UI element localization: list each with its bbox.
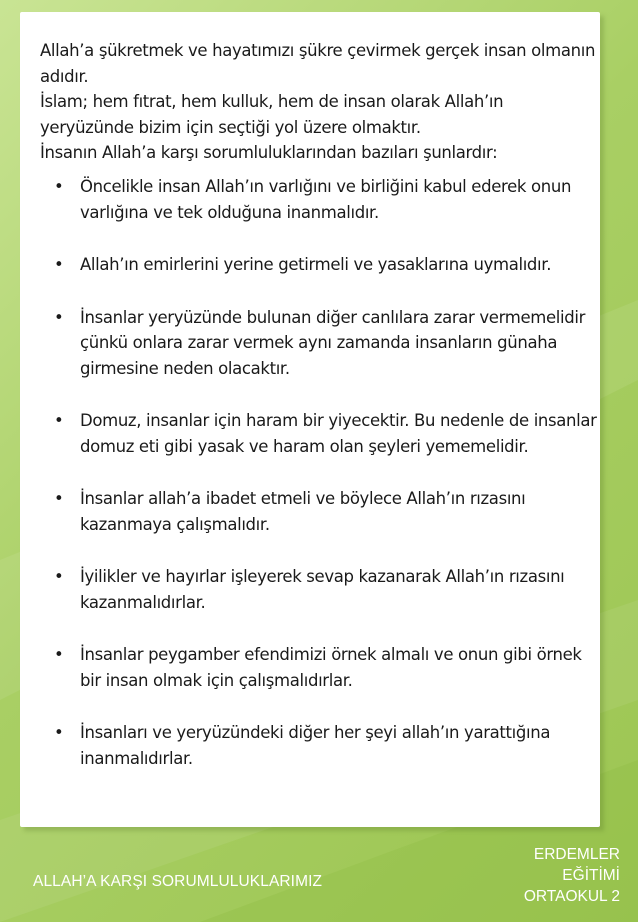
intro-text bbox=[40, 38, 600, 166]
list-item bbox=[40, 305, 600, 382]
intro-paragraph-1: Allah’a şükretmek ve hayatımızı şükre çevirmek gerçek insan olmanın adıdır. bbox=[40, 41, 596, 86]
list-item-text: İnsanları ve yeryüzündeki diğer her şeyi allah’ın yarattığına inanmalıdırlar. bbox=[80, 723, 551, 768]
list-item bbox=[40, 642, 600, 693]
list-item bbox=[40, 252, 600, 278]
responsibility-list bbox=[40, 174, 600, 798]
list-item bbox=[40, 564, 600, 615]
bullet-icon: • bbox=[54, 645, 64, 664]
bullet-icon: • bbox=[54, 177, 64, 196]
list-item-text: Domuz, insanlar için haram bir yiyecektir. Bu nedenle de insanlar domuz eti gibi yasak ve haram olan şeyleri yememelidir. bbox=[80, 411, 597, 456]
footer-course-line-3: ORTAOKUL 2 bbox=[523, 888, 620, 905]
list-item bbox=[40, 486, 600, 537]
bullet-icon: • bbox=[54, 255, 64, 274]
list-item-text: İnsanlar peygamber efendimizi örnek almalı ve onun gibi örnek bir insan olmak için çalışmalıdırlar. bbox=[80, 645, 582, 690]
list-item-text: Öncelikle insan Allah’ın varlığını ve birliğini kabul ederek onun varlığına ve tek olduğuna inanmalıdır. bbox=[80, 177, 572, 222]
footer-course bbox=[460, 844, 620, 907]
intro-paragraph-2: İslam; hem fıtrat, hem kulluk, hem de insan olarak Allah’ın yeryüzünde bizim için seçtiği yol üzere olmaktır. bbox=[40, 92, 504, 137]
list-item bbox=[40, 720, 600, 771]
list-item-text: İyilikler ve hayırlar işleyerek sevap kazanarak Allah’ın rızasını kazanmalıdırlar. bbox=[80, 567, 565, 612]
bullet-icon: • bbox=[54, 307, 64, 327]
footer-course-line-2: EĞİTİMİ bbox=[562, 867, 620, 884]
list-item-text: Allah’ın emirlerini yerine getirmeli ve yasaklarına uymalıdır. bbox=[80, 255, 552, 274]
list-item-text: İnsanlar allah’a ibadet etmeli ve böylece Allah’ın rızasını kazanmaya çalışmalıdır. bbox=[80, 489, 526, 534]
bullet-icon: • bbox=[54, 723, 64, 742]
list-item-text: İnsanlar yeryüzünde bulunan diğer canlılara zarar vermemelidir çünkü onlara zarar vermek aynı zamanda insanların günaha girmesine neden olacaktır. bbox=[80, 307, 586, 378]
bullet-icon: • bbox=[54, 567, 64, 586]
bullet-icon: • bbox=[54, 489, 64, 508]
footer-title: ALLAH’A KARŞI SORUMLULUKLARIMIZ bbox=[33, 873, 323, 890]
list-item bbox=[40, 408, 600, 459]
intro-paragraph-3: İnsanın Allah’a karşı sorumluluklarından bazıları şunlardır: bbox=[40, 143, 498, 162]
bullet-icon: • bbox=[54, 411, 64, 430]
footer-course-line-1: ERDEMLER bbox=[533, 846, 620, 863]
list-item bbox=[40, 174, 600, 225]
